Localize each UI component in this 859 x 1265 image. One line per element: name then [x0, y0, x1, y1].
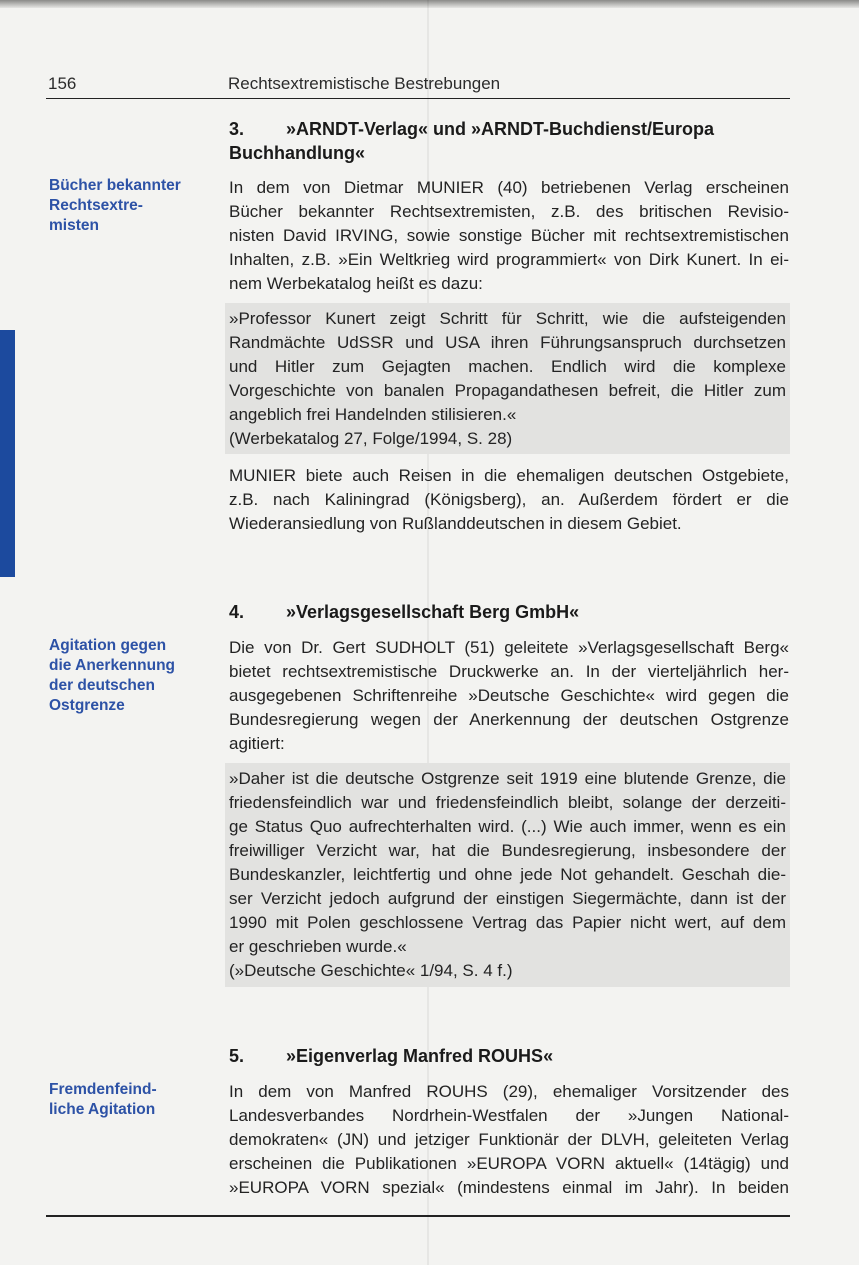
text-line: nem Werbekatalog heißt es dazu: — [229, 274, 483, 293]
section-number: 4. — [229, 602, 245, 622]
footer-rule — [46, 1215, 790, 1217]
section-paragraph — [229, 176, 789, 296]
text-line: Randmächte UdSSR und USA ihren Führungsanspruch durchsetzen — [229, 333, 786, 352]
text-line: Landesverbandes Nordrhein-Westfalen der »Jungen National- — [229, 1106, 789, 1125]
quote-text — [229, 307, 786, 451]
page-header — [46, 74, 790, 99]
text-line: und Hitler zum Gejagten machen. Endlich wird die komplexe — [229, 357, 786, 376]
section-title: »ARNDT-Verlag« und »ARNDT-Buchdienst/Europa Buchhandlung« — [229, 119, 715, 163]
section-paragraph — [229, 1080, 789, 1200]
text-line: Bundesregierung wegen der Anerkennung der deutschen Ostgrenze — [229, 710, 789, 729]
quote-box — [225, 763, 790, 987]
text-line: demokraten« (JN) und jetziger Funktionär der DLVH, geleiteten Verlag — [229, 1130, 789, 1149]
section-title: »Verlagsgesellschaft Berg GmbH« — [286, 602, 580, 622]
text-line: 1990 mit Polen geschlossene Vertrag das Papier nicht wert, auf dem — [229, 913, 786, 932]
margin-note-ostgrenze: Agitation gegen die Anerkennung der deutschen Ostgrenze — [49, 637, 176, 714]
text-line: »Professor Kunert zeigt Schritt für Schritt, wie die aufsteigenden — [229, 309, 786, 328]
text-line: friedensfeindlich war und friedensfeindlich bleibt, solange der derzeiti- — [229, 793, 786, 812]
section-heading — [229, 600, 789, 624]
margin-note-books: Bücher bekannter Rechtsextre- misten — [49, 177, 181, 234]
text-line: Bücher bekannter Rechtsextremisten, z.B. des britischen Revisio- — [229, 202, 789, 221]
section-paragraph — [229, 464, 789, 536]
text-line: erscheinen die Publikationen »EUROPA VORN aktuell« (14tägig) und — [229, 1154, 789, 1173]
section-heading — [229, 117, 789, 165]
quote-source: (Werbekatalog 27, Folge/1994, S. 28) — [229, 429, 513, 448]
section-paragraph — [229, 636, 789, 756]
chapter-marker-bar — [0, 330, 15, 577]
section-number: 3. — [229, 119, 245, 139]
text-line: In dem von Dietmar MUNIER (40) betriebenen Verlag erscheinen — [229, 178, 789, 197]
text-line: ser Verzicht jedoch aufgrund der einstigen Siegermächte, dann ist der — [229, 889, 786, 908]
text-line: MUNIER biete auch Reisen in die ehemaligen deutschen Ostgebiete, — [229, 466, 789, 485]
running-title: Rechtsextremistische Bestrebungen — [228, 74, 501, 93]
text-line: angeblich frei Handelnden stilisieren.« — [229, 405, 517, 424]
text-line: Inhalten, z.B. »Ein Weltkrieg wird programmiert« von Dirk Kunert. In ei- — [229, 250, 789, 269]
text-line: Die von Dr. Gert SUDHOLT (51) geleitete »Verlagsgesellschaft Berg« — [229, 638, 789, 657]
text-line: Vorgeschichte von banalen Propagandathesen befreit, die Hitler zum — [229, 381, 786, 400]
text-line: agitiert: — [229, 734, 285, 753]
section-title: »Eigenverlag Manfred ROUHS« — [286, 1046, 554, 1066]
text-line: z.B. nach Kaliningrad (Königsberg), an. Außerdem fördert er die — [229, 490, 789, 509]
text-line: »Daher ist die deutsche Ostgrenze seit 1919 eine blutende Grenze, die — [229, 769, 786, 788]
quote-text — [229, 767, 786, 983]
section-heading — [229, 1044, 789, 1068]
text-line: In dem von Manfred ROUHS (29), ehemaliger Vorsitzender des — [229, 1082, 789, 1101]
margin-note-fremdenfeindlich: Fremdenfeind- liche Agitation — [49, 1081, 157, 1118]
text-line: Bundeskanzler, leichtfertig und ohne jede Not gehandelt. Geschah die- — [229, 865, 786, 884]
text-line: Wiederansiedlung von Rußlanddeutschen in diesem Gebiet. — [229, 514, 682, 533]
quote-box — [225, 303, 790, 454]
text-line: ge Status Quo aufrechterhalten wird. (...) Wie auch immer, wenn es ein — [229, 817, 786, 836]
text-line: »EUROPA VORN spezial« (mindestens einmal im Jahr). In beiden — [229, 1178, 789, 1197]
text-line: bietet rechtsextremistische Druckwerke an. In der vierteljährlich her- — [229, 662, 789, 681]
text-line: ausgegebenen Schriftenreihe »Deutsche Geschichte« wird gegen die — [229, 686, 789, 705]
text-line: er geschrieben wurde.« — [229, 937, 407, 956]
scan-top-edge — [0, 0, 859, 8]
page-number: 156 — [48, 74, 77, 93]
section-number: 5. — [229, 1046, 245, 1066]
quote-source: (»Deutsche Geschichte« 1/94, S. 4 f.) — [229, 961, 513, 980]
text-line: freiwilliger Verzicht war, hat die Bundesregierung, insbesondere der — [229, 841, 786, 860]
text-line: nisten David IRVING, sowie sonstige Bücher mit rechtsextremistischen — [229, 226, 789, 245]
